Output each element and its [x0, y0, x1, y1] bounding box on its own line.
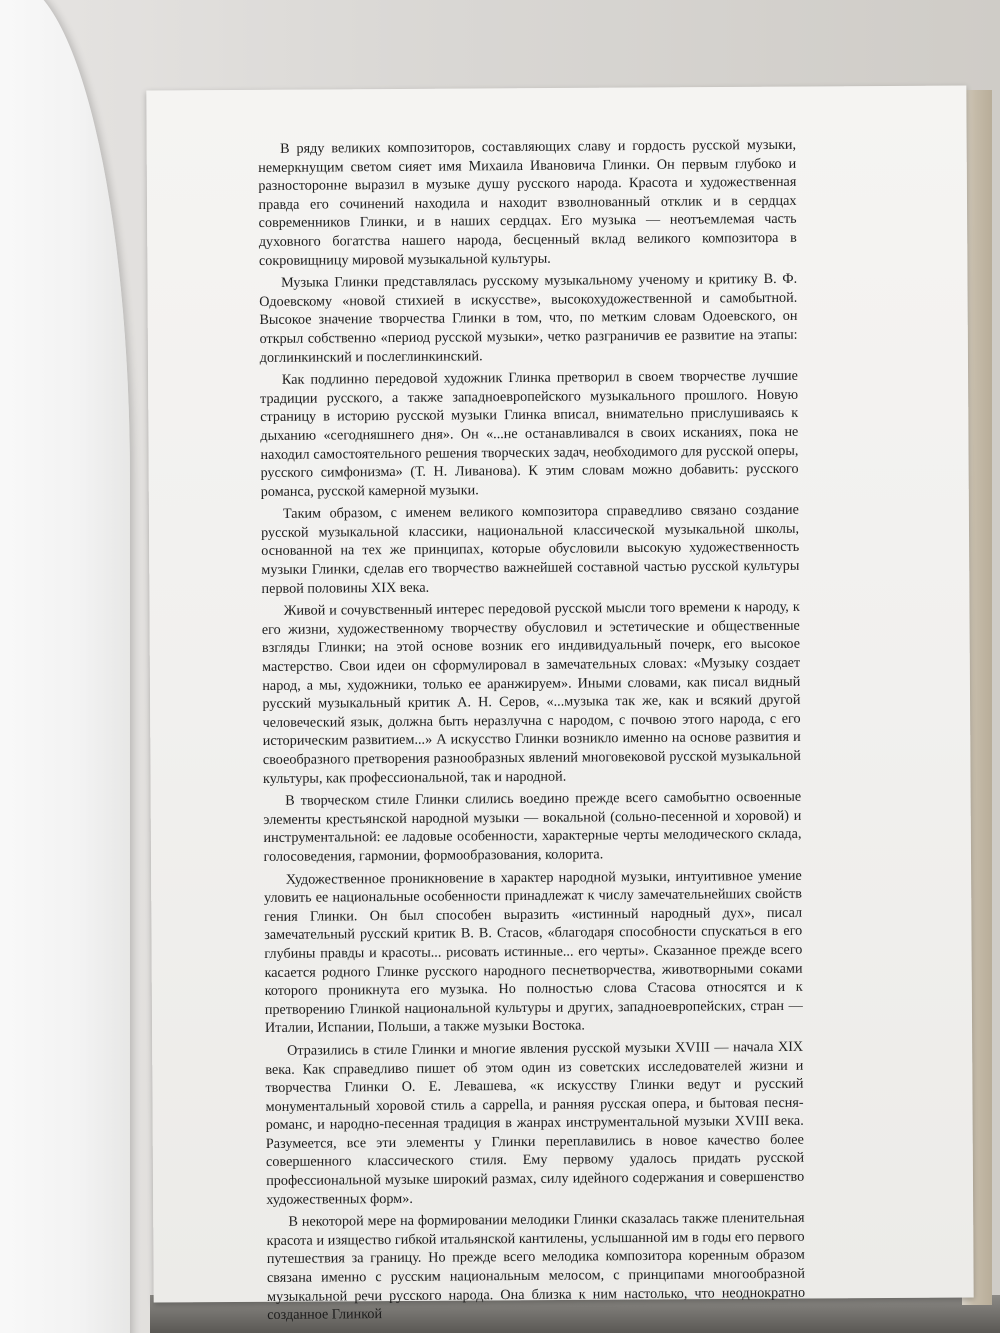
paragraph-8: Отразились в стиле Глинки и многие явления русской музыки XVIII — начала XIX века. Как справедливо пишет об этом один из советских исследователей жизни и творчества Глинки О. Е. Левашева, «к искусству Глинки ведут и русский монументальный хоровой стиль a cappella, и ранняя русская опера, и бытовая песня-романс, и народно-песенная традиция в жанрах инструментальной музыки XVIII века. Разумеется, все эти элементы у Глинки переплавились в новое качество более совершенного классического стиля. Ему первому удалось придать русской профессиональной музыке широкий размах, силу идейного содержания и совершенство художественных форм». [265, 1038, 805, 1208]
paragraph-3: Как подлинно передовой художник Глинка претворил в своем творчестве лучшие традиции русского, а также западноевропейского музыкального прошлого. Новую страницу в историю русской музыки Глинка вписал, внимательно прислушиваясь к дыханию «сегодняшнего дня». Он «...не останавливался в своих исканиях, пока не находил самостоятельного решения творческих задач, необходимого для русской оперы, русского симфонизма» (Т. Н. Ливанова). К этим словам можно добавить: русского романса, русской камерной музыки. [259, 367, 799, 500]
paragraph-2: Музыка Глинки представлялась русскому музыкальному ученому и критику В. Ф. Одоевскому «новой стихией в искусстве», высокохудожественной и самобытной. Высокое значение творчества Глинки в том, что, по метким словам Одоевского, он открыл собственно «период русской музыки», четко разграничив ее развитие на этапы: доглинкинский и послеглинкинский. [259, 270, 798, 366]
paragraph-6: В творческом стиле Глинки слились воедино прежде всего самобытно освоенные элементы крестьянской народной музыки — вокальной (сольно-песенной и хоровой) и инструментальной: ее ладовые особенности, характерные черты мелодического склада, голосоведения, гармонии, формообразования, колорита. [263, 788, 802, 865]
paragraph-1: В ряду великих композиторов, составляющих славу и гордость русской музыки, немеркнущим светом сияет имя Михаила Ивановича Глинки. Он первым глубоко и разносторонне выразил в музыке душу русского народа. Красота и художественная правда его сочинений находила и находит взволнованный отклик и в сердцах современников Глинки, и в наших сердцах. Его музыка — неотъемлемая часть духовного богатства нашего народа, бесценный вклад великого композитора в сокровищницу мировой музыкальной культуры. [258, 136, 797, 269]
paragraph-7: Художественное проникновение в характер народной музыки, интуитивное умение уловить ее национальные особенности принадлежат к числу замечательнейших свойств гения Глинки. Он был способен выразить «истинный народный дух», писал замечательный русский критик В. В. Стасов, «благодаря способности спускаться в его глубины правды и красоты... рисовать истинные... его черты». Сказанное прежде всего касается родного Глинке русского народного песнетворчества, животворными соками которого проникнута его музыка. Но полностью слова Стасова относятся и к претворению Глинкой национальной культуры и других, западноевропейских, стран — Италии, Испании, Польши, а также музыки Востока. [263, 867, 803, 1037]
article-text [258, 136, 805, 1329]
paragraph-4: Таким образом, с именем великого композитора справедливо связано создание русской музыкальной классики, национальной классической музыкальной школы, основанной на тех же принципах, которые обусловили высокую художественность музыки Глинки, сделав его творчество важнейшей составной частью русской культуры первой половины XIX века. [261, 502, 800, 597]
paragraph-9: В некоторой мере на формировании мелодики Глинки сказалась также пленительная красота и изящество гибкой итальянской кантилены, услышанной им в годы его первого путешествия за границу. Но прежде всего мелодика композитора коренным образом связана именно с русским национальным мелосом, с принципами многообразной музыкальной речи русского народа. Она близка к ним настолько, что неоднократно созданное Глинкой [266, 1209, 806, 1324]
paragraph-5: Живой и сочувственный интерес передовой русской мысли того времени к народу, к его жизни, художественному творчеству обусловил и эстетические и общественные взгляды Глинки; на этой основе возник его индивидуальный почерк, его высокое мастерство. Свои идеи он сформулировал в замечательных словах: «Музыку создает народ, а мы, художники, только ее аранжируем». Иными словами, как писал видный русский музыкальный критик А. Н. Серов, «...музыка так же, как и всякий другой человеческий язык, должна быть неразлучна с народом, с почвою этого народа, с его историческим развитием...» А искусство Глинки возникло именно на основе развития и своеобразного претворения разнообразных явлений многовековой русской музыкальной культуры, как профессиональной, так и народной. [261, 599, 801, 787]
